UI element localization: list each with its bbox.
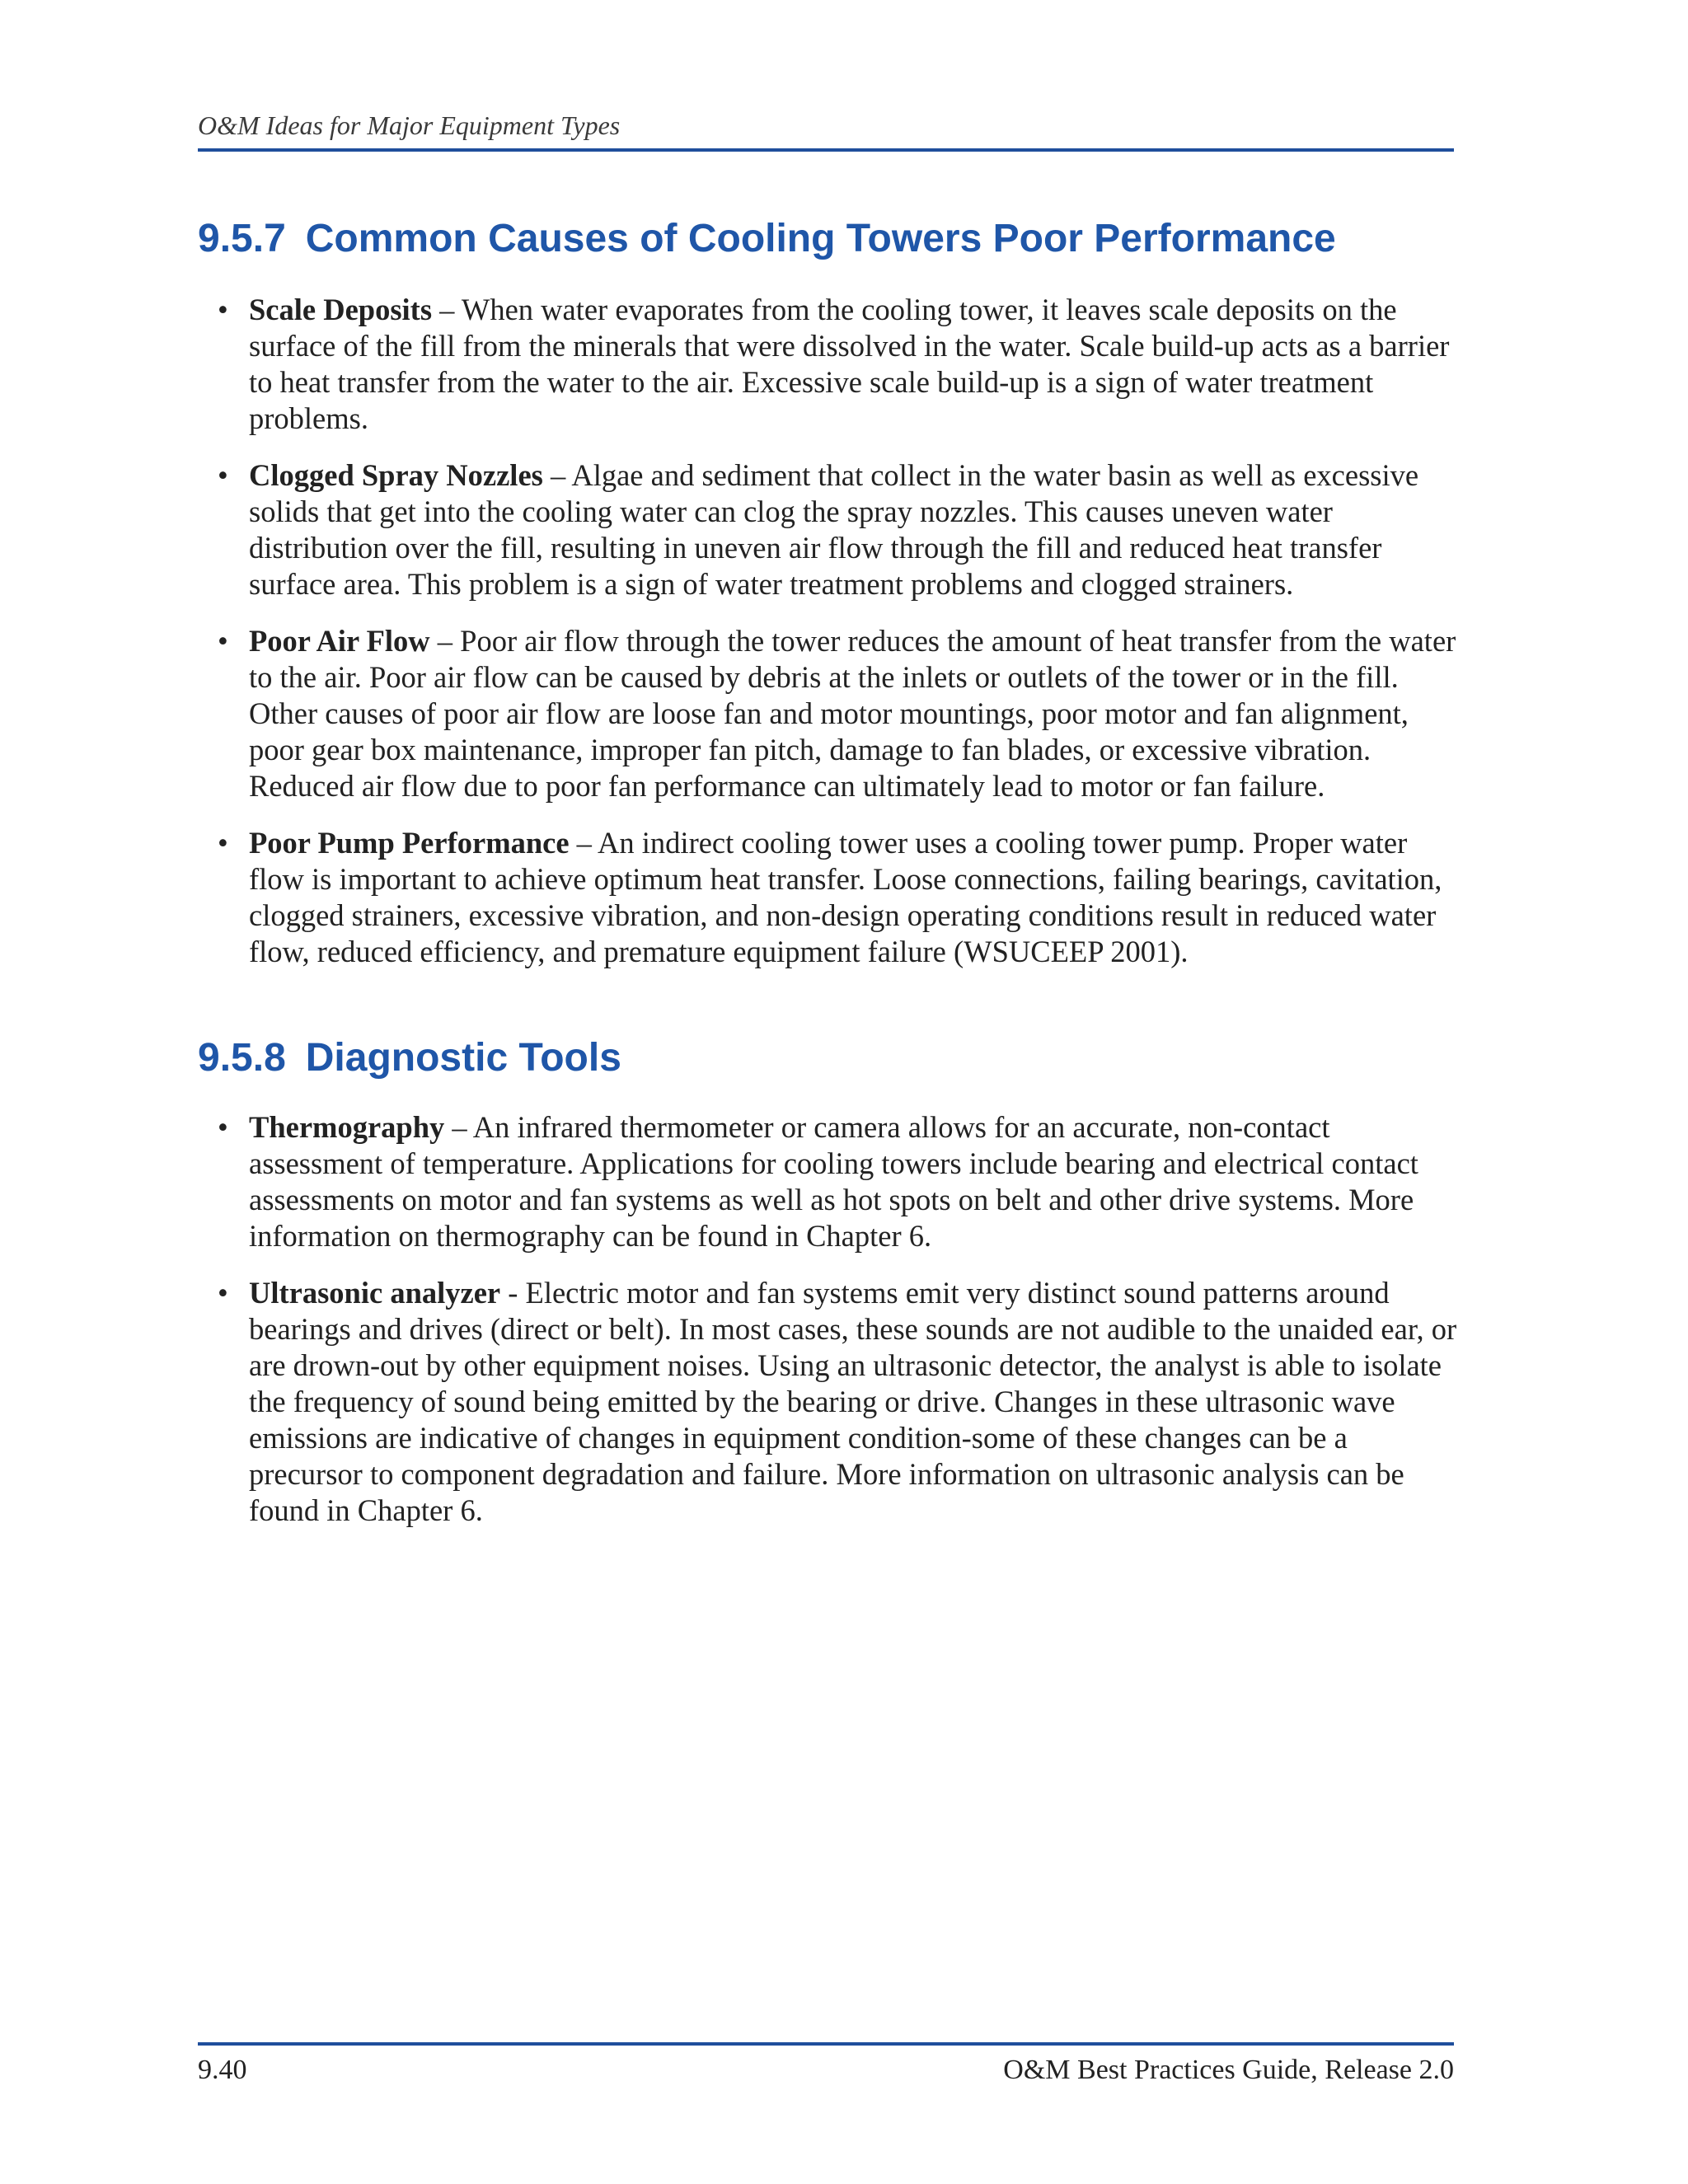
item-text: An infrared thermometer or camera allows for an accurate, non-contact assessment of temperature. Applications for cooling towers include bearing and electrical contact assessments on motor and fan systems as well as hot spots on belt and other drive systems. More information on thermography can be found in Chapter 6. [249,1110,1418,1253]
bullet-icon: • [218,293,228,326]
item-text: Electric motor and fan systems emit very distinct sound patterns around bearings and drives (direct or belt). In most cases, these sounds are not audible to the unaided ear, or are drown-out by other equipment noises. Using an ultrasonic detector, the analyst is able to isolate the frequency of sound being emitted by the bearing or drive. Changes in these ultrasonic wave emissions are indicative of changes in equipment condition-some of these changes can be a precursor to component degradation and failure. More information on ultrasonic analysis can be found in Chapter 6. [249,1276,1457,1527]
list-item-clogged-spray-nozzles [198,457,1459,602]
page-number: 9.40 [198,2055,247,2085]
list-item-poor-pump-performance [198,825,1459,970]
section-title: Diagnostic Tools [305,1036,621,1080]
list-item-thermography [198,1109,1459,1254]
running-header: O&M Ideas for Major Equipment Types [198,110,621,140]
item-term: Thermography [249,1110,445,1144]
item-text: When water evaporates from the cooling tower, it leaves scale deposits on the surface of the fill from the minerals that were dissolved in the water. Scale build-up acts as a barrier to heat transfer from the water to the air. Excessive scale build-up is a sign of water treatment problems. [249,293,1450,435]
guide-title: O&M Best Practices Guide, Release 2.0 [1003,2055,1454,2085]
item-text: An indirect cooling tower uses a cooling tower pump. Proper water flow is important to achieve optimum heat transfer. Loose connections, failing bearings, cavitation, clogged strainers, excessive vibration, and non-design operating conditions result in reduced water flow, reduced efficiency, and premature equipment failure (WSUCEEP 2001). [249,826,1442,968]
item-term: Ultrasonic analyzer [249,1276,501,1310]
header-rule [198,148,1454,152]
bullet-icon: • [218,458,228,492]
item-separator: – [569,826,598,860]
item-separator: - [500,1276,526,1310]
item-separator: – [432,293,462,326]
list-item-poor-air-flow [198,623,1459,804]
list-item-ultrasonic-analyzer [198,1275,1459,1529]
bullet-icon: • [218,1276,228,1310]
diagnostic-tools-list [198,1109,1459,1549]
item-term: Poor Air Flow [249,624,430,658]
section-heading-958 [198,1035,1467,1081]
item-text: Algae and sediment that collect in the water basin as well as excessive solids that get into the cooling water can clog the spray nozzles. This causes uneven water distribution over the fill, resulting in uneven air flow through the fill and reduced heat transfer surface area. This problem is a sign of water treatment problems and clogged strainers. [249,458,1419,601]
item-term: Scale Deposits [249,293,433,326]
section-number: 9.5.7 [198,217,286,260]
bullet-icon: • [218,624,228,658]
section-title: Common Causes of Cooling Towers Poor Performance [305,217,1336,260]
causes-list [198,292,1459,991]
item-text: Poor air flow through the tower reduces the amount of heat transfer from the water to the air. Poor air flow can be caused by debris at the inlets or outlets of the tower or in the fill. Other causes of poor air flow are loose fan and motor mountings, poor motor and fan alignment, poor gear box maintenance, improper fan pitch, damage to fan blades, or excessive vibration. Reduced air flow due to poor fan performance can ultimately lead to motor or fan failure. [249,624,1456,803]
item-term: Poor Pump Performance [249,826,570,860]
section-number: 9.5.8 [198,1036,286,1080]
item-separator: – [429,624,461,658]
item-separator: – [542,458,572,492]
footer-rule [198,2042,1454,2046]
item-term: Clogged Spray Nozzles [249,458,543,492]
section-heading-957 [198,216,1467,262]
bullet-icon: • [218,826,228,860]
item-separator: – [444,1110,473,1144]
list-item-scale-deposits [198,292,1459,437]
bullet-icon: • [218,1110,228,1144]
